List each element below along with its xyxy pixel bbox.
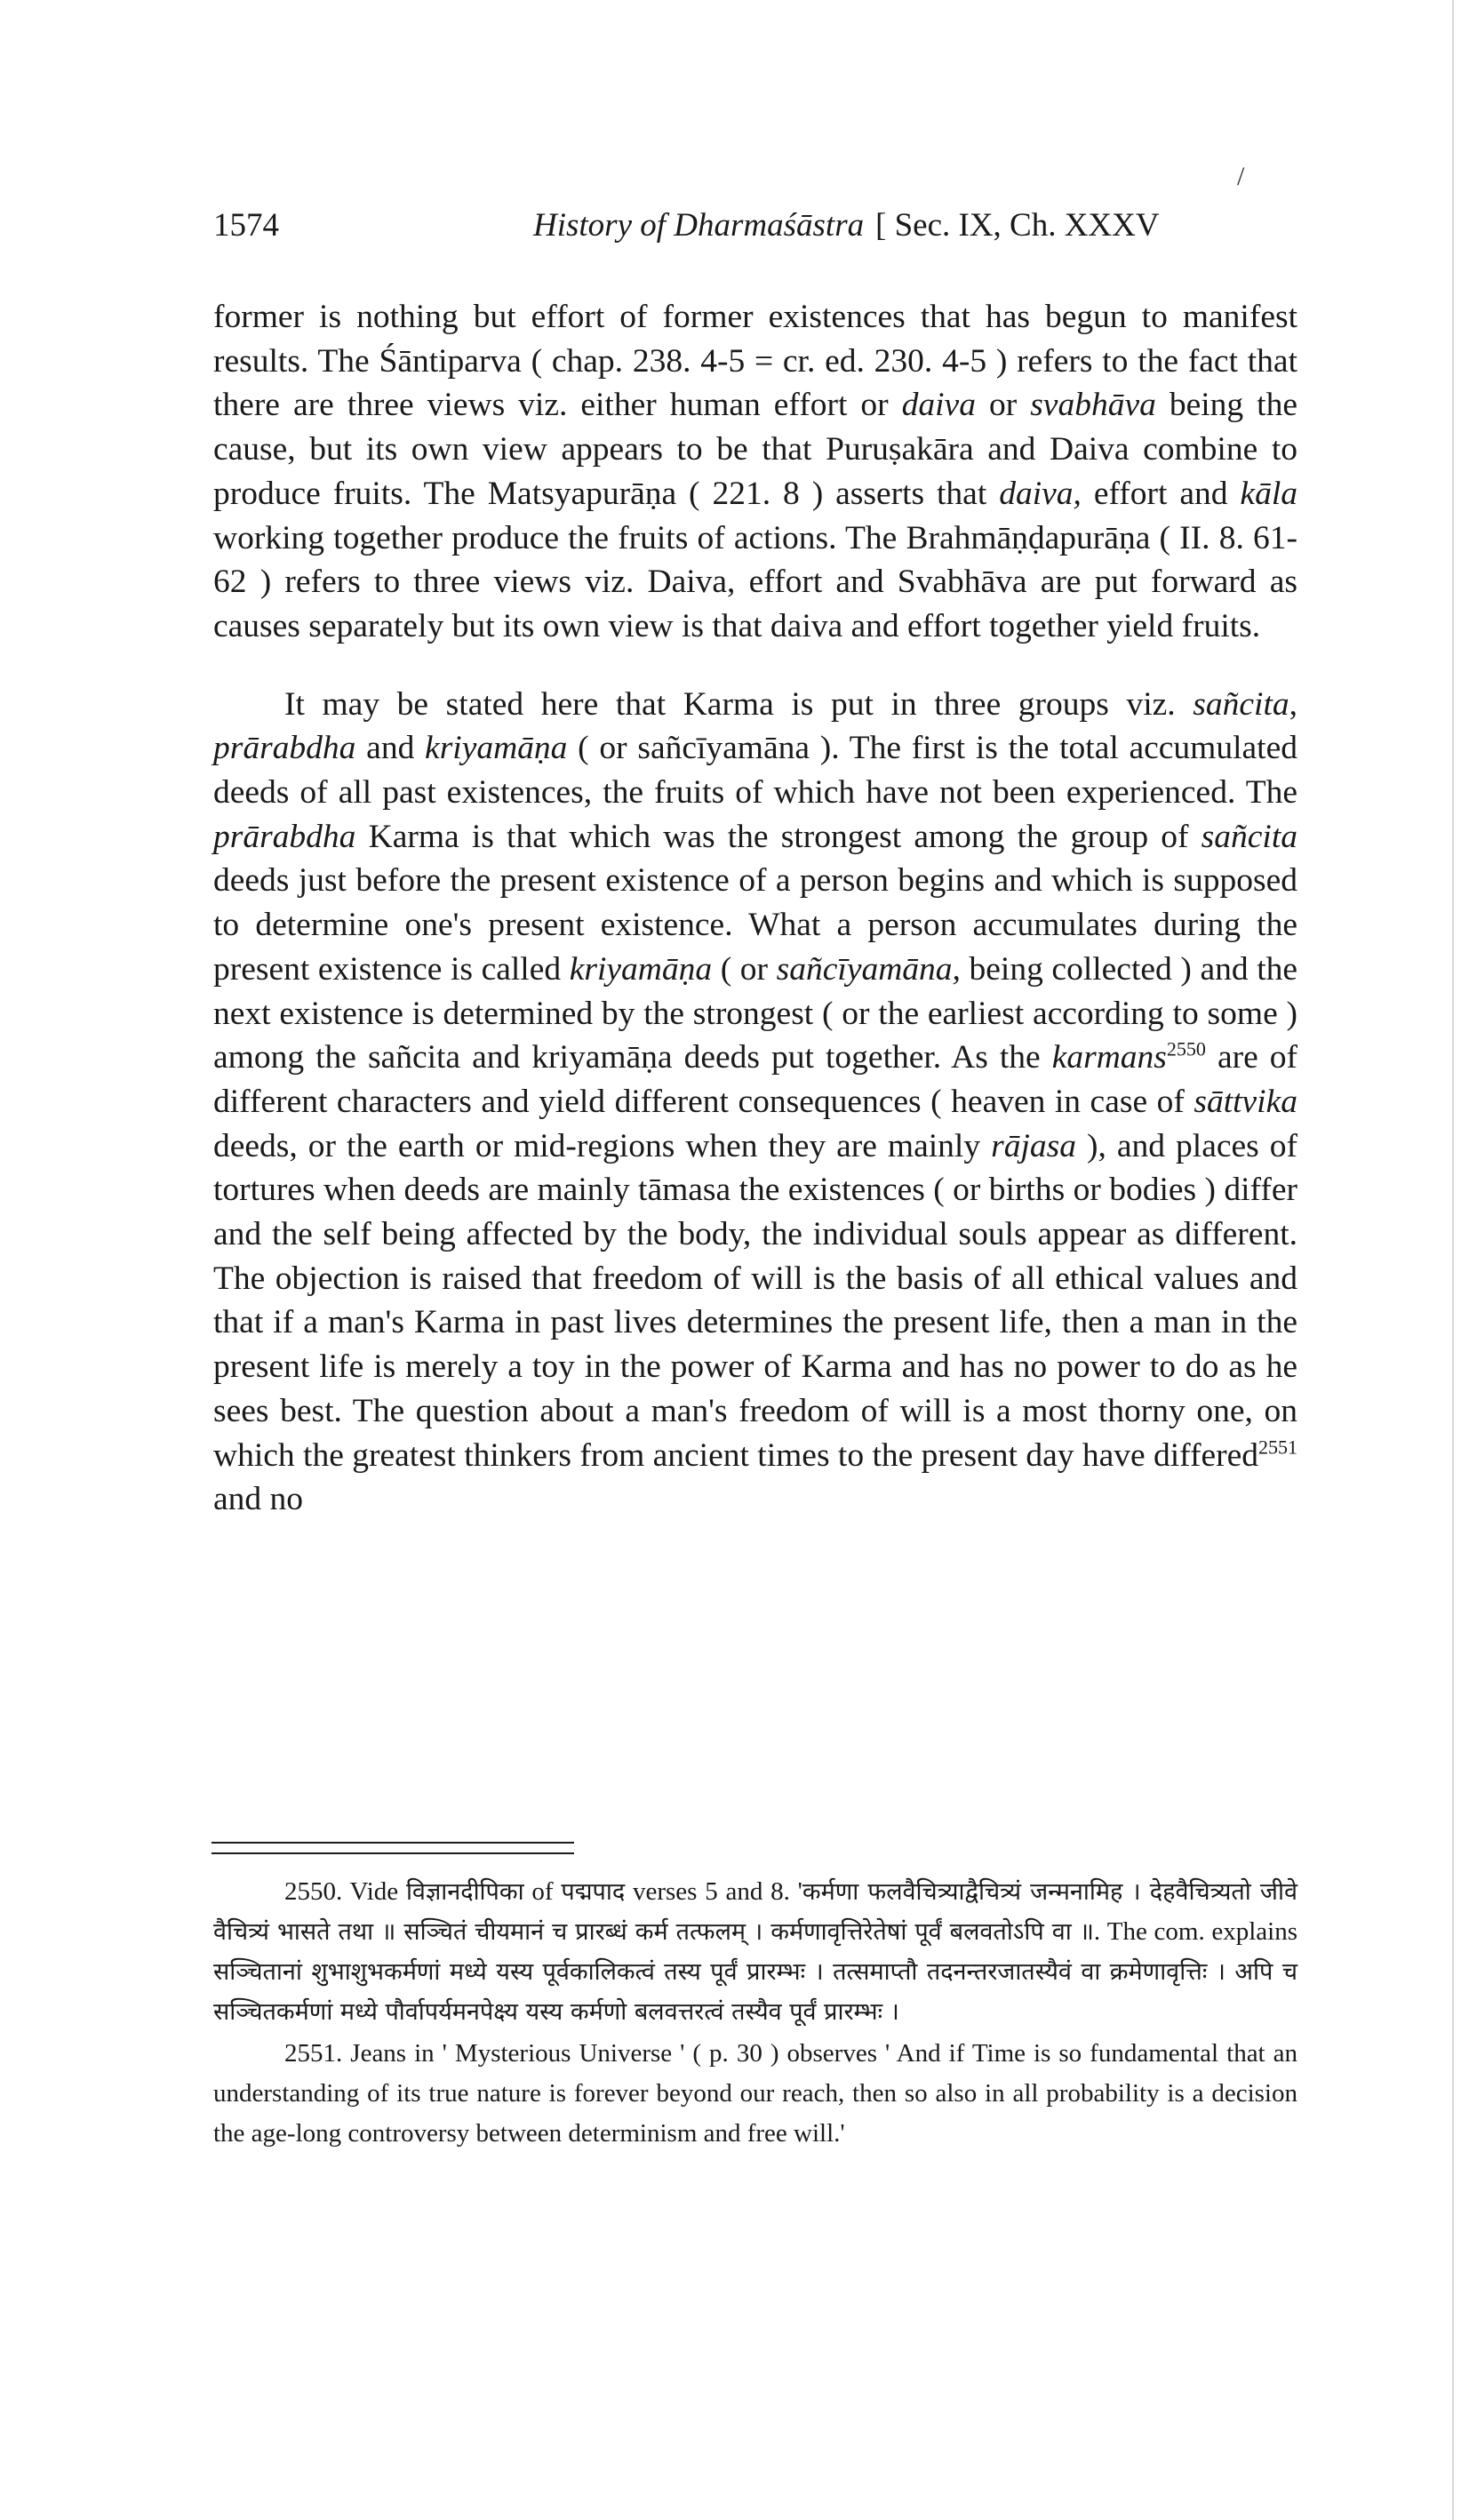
footnote-2551: 2551. Jeans in ' Mysterious Universe ' ( p. 30 ) observes ' And if Time is so fundamental that an understanding of its true nature is forever beyond our reach, then so also in all probability is a decision the age-long controversy between determinism and free will.' — [213, 2039, 1298, 2148]
footnote-divider — [212, 1842, 574, 1844]
scan-edge-line — [1452, 0, 1454, 2520]
margin-mark: / — [1237, 162, 1245, 191]
footnote-ref-2551[interactable]: 2551 — [1258, 1436, 1297, 1459]
footnote-2550: 2550. Vide विज्ञानदीपिका of पद्मपाद verses 5 and 8. 'कर्मणा फलवैचित्र्याद्वैचित्र्यं जन्मनामिह । देहवैचित्र्यतो जीवे वैचित्र्यं भासते तथा ॥ सञ्चितं चीयमानं च प्रारब्धं कर्म तत्फलम् । कर्मणावृत्तिरेतेषां पूर्वं बलवतोऽपि वा ॥. The com. explains सञ्चितानां शुभाशुभकर्मणां मध्ये यस्य पूर्वकालिकत्वं तस्य पूर्वं प्रारम्भः । तत्समाप्तौ तदनन्तरजातस्यैवं वा क्रमेणावृत्तिः । अपि च सञ्चितकर्मणां मध्ये पौर्वापर्यमनपेक्ष्य यस्य कर्मणो बलवत्तरत्वं तस्यैव पूर्वं प्रारम्भः । — [213, 1877, 1297, 2026]
footnote-number: 2550. — [284, 1877, 343, 1906]
footnotes — [213, 1872, 1297, 2156]
running-header — [213, 206, 1297, 251]
paragraph-2: It may be stated here that Karma is put in three groups viz. sañcita, prārabdha and kriyamāṇa ( or sañcīyamāna ). The first is the total accumulated deeds of all past existences, the fruits of which have not been experienced. The prārabdha Karma is that which was the strongest among the group of sañcita deeds just before the present existence of a person begins and which is supposed to determine one's present existence. What a person accumulates during the present existence is called kriyamāṇa ( or sañcīyamāna, being collected ) and the next existence is determined by the strongest ( or the earliest according to some ) among the sañcita and kriyamāṇa deeds put together. As the karmans$^{2550}$ are of different characters and yield different consequences ( heaven in case of sāttvika deeds, or the earth or mid-regions when they are mainly rājasa ), and places of tortures when deeds are mainly tāmasa the existences ( or births or bodies ) differ and the self being affected by the body, the individual souls appear as different. The objection is raised that freedom of will is the basis of all ethical values and that if a man's Karma in past lives determines the present life, then a man in the present life is merely a toy in the power of Karma and has no power to do as he sees best. The question about a man's freedom of will is a most thorny one, on which the greatest thinkers from ancient times to the present day have differed$^{2551}$ and no — [213, 685, 1298, 1518]
page-number: 1574 — [213, 207, 279, 244]
footnote-divider-lower — [212, 1852, 574, 1854]
paragraph-1: former is nothing but effort of former existences that has begun to manifest results. The Śāntiparva ( chap. 238. 4-5 = cr. ed. 230. 4-5 ) refers to the fact that there are three views viz. either human effort or daiva or svabhāva being the cause, but its own view appears to be that Puruṣakāra and Daiva combine to produce fruits. The Matsyapurāṇa ( 221. 8 ) asserts that daiva, effort and kāla working together produce the fruits of actions. The Brahmāṇḍapurāṇa ( II. 8. 61-62 ) refers to three views viz. Daiva, effort and Svabhāva are put forward as causes separately but its own view is that daiva and effort together yield fruits. — [213, 299, 1297, 644]
main-text — [213, 295, 1297, 1522]
footnote-number: 2551. — [284, 2039, 343, 2068]
footnote-ref-2550[interactable]: 2550 — [1166, 1037, 1206, 1060]
running-title: History of Dharmaśāstra — [533, 207, 865, 244]
section-reference: [ Sec. IX, Ch. XXXV — [875, 207, 1160, 244]
